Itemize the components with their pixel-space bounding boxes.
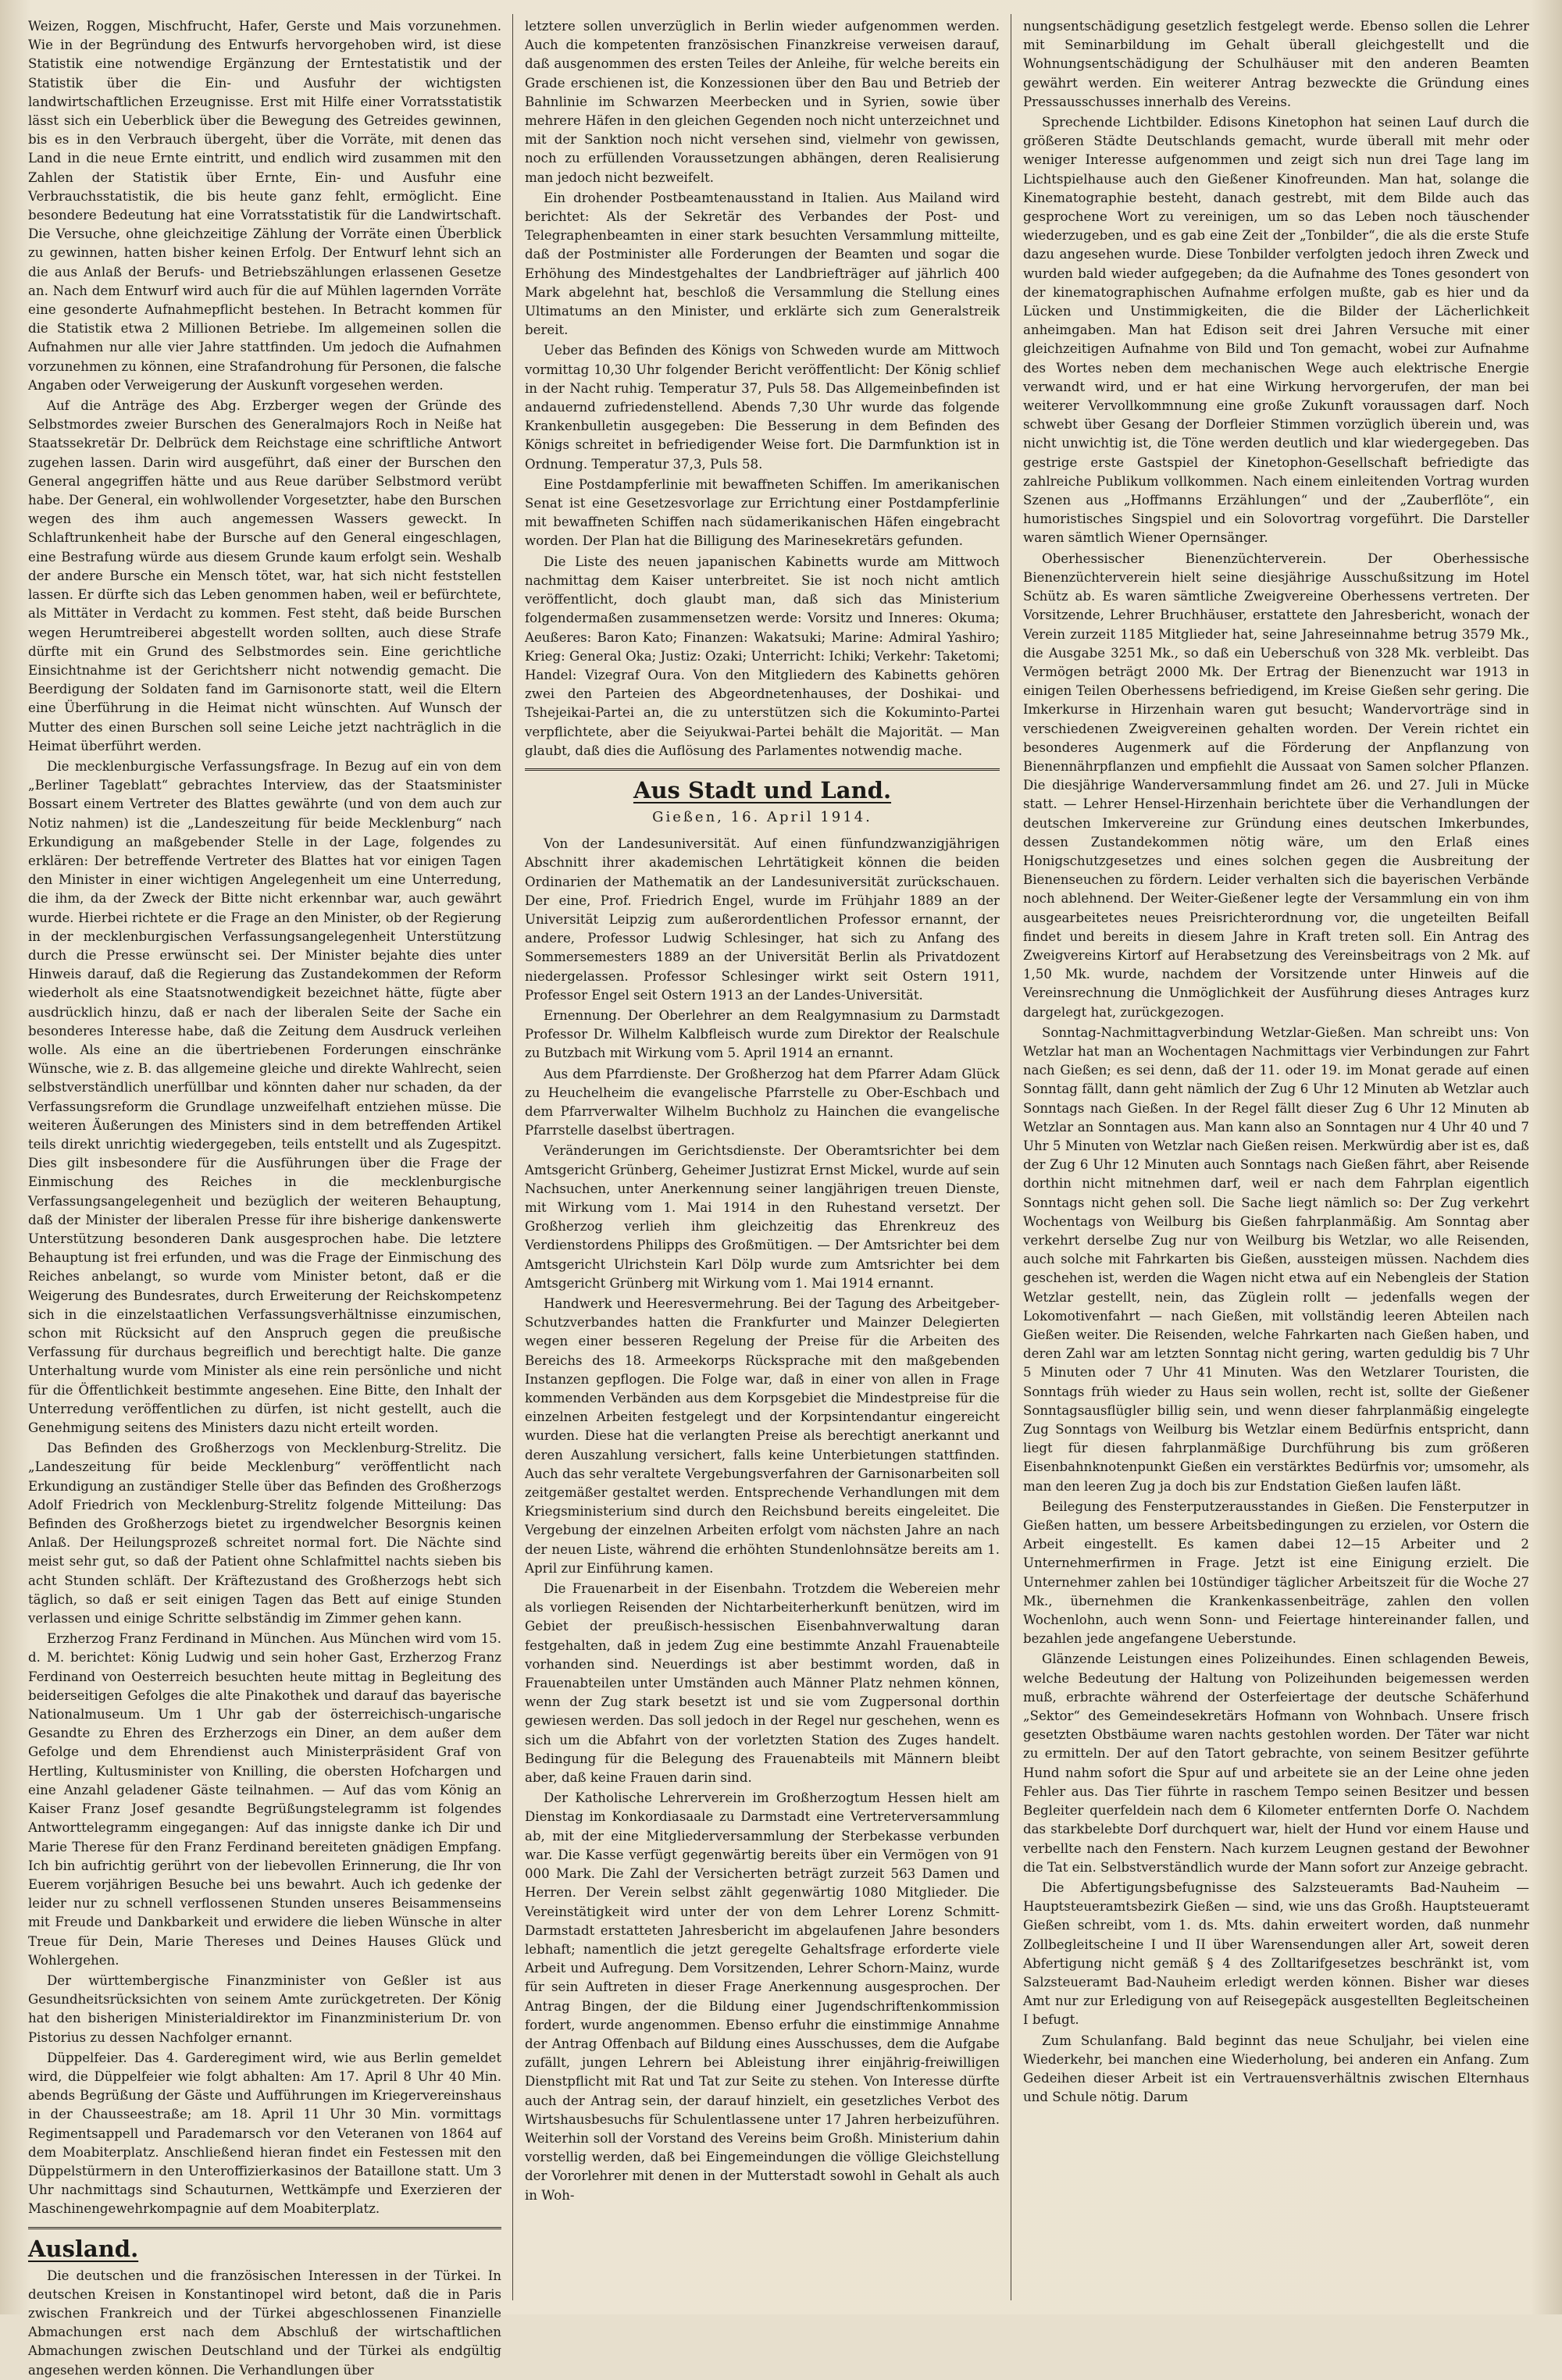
- section-heading-ausland: Ausland.: [28, 2235, 139, 2262]
- paragraph: Der württembergische Finanzminister von Geßler ist aus Gesundheitsrücksichten von seinem Amte zurückgetreten. Der König hat den bisherigen Ministerialdirektor im Finanzministerium Dr. von Pistorius zu dessen Nachfolger ernannt.: [28, 1972, 501, 2045]
- column-1: [28, 17, 501, 2378]
- paragraph: Glänzende Leistungen eines Polizeihundes. Einen schlagenden Beweis, welche Bedeutung der Haltung von Polizeihunden beigemessen werden muß, erbrachte während der Osterfeiertage der deutsche Schäferhund „Sektor“ des Gemeindesekretärs Hofmann von Wohnbach. Unsere frisch gesetzten Obstbäume waren nachts gestohlen worden. Der Täter war nicht zu ermitteln. Der auf den Tatort gebrachte, von seinem Besitzer geführte Hund nahm sofort die Spur auf und arbeitete sie an der Leine ohne jeden Fehler aus. Das Tier führte in raschem Tempo seinen Besitzer und bessen Begleiter querfeldein nach dem 6 Kilometer entfernten Dorfe O. Nachdem das starkbelebte Dorf durchquert war, hielt der Hund vor einem Hause und verbellte nach den Fenstern. Nach kurzem Leugnen gestand der Bewohner die Tat ein. Selbstverständlich wurde der Mann sofort zur Anzeige gebracht.: [1023, 1651, 1529, 1875]
- column-3: [1023, 17, 1529, 2297]
- paragraph: Die Liste des neuen japanischen Kabinetts wurde am Mittwoch nachmittag dem Kaiser unterbreitet. Sie ist noch nicht amtlich veröffentlicht, doch glaubt man, daß sich das Ministerium folgendermaßen zusammensetzen werde: Vorsitz und Inneres: Okuma; Aeußeres: Baron Kato; Finanzen: Wakatsuki; Marine: Admiral Yashiro; Krieg: General Oka; Justiz: Ozaki; Unterricht: Ichiki; Verkehr: Taketomi; Handel: Vizegraf Oura. Von den Mitgliedern des Kabinetts gehören zwei den Parteien des Abgeordnetenhauses, der Doshikai- und Tshejeikai-Partei an, die zu unterstützen sich die Kokuminto-Partei verpflichtete, aber die Seiyukwai-Partei behält die Majorität. — Man glaubt, daß dies die Auflösung des Parlamentes notwendig mache.: [525, 554, 1000, 758]
- paragraph: Das Befinden des Großherzogs von Mecklenburg-Strelitz. Die „Landeszeitung für beide Mecklenburg“ veröffentlicht nach Erkundigung an zuständiger Stelle über das Befinden des Großherzogs Adolf Friedrich von Mecklenburg-Strelitz folgende Mitteilung: Das Befinden des Großherzogs bietet zu irgendwelcher Besorgnis keinen Anlaß. Der Heilungsprozeß schreitet normal fort. Die Nächte sind meist sehr gut, so daß der Patient ohne Schlafmittel nachts sieben bis acht Stunden schläft. Der Kräftezustand des Großherzogs hebt sich täglich, so daß er seit einigen Tagen das Bett auf einige Stunden verlassen und einige Schritte selbständig im Zimmer gehen kann.: [28, 1441, 501, 1626]
- paragraph: Die deutschen und die französischen Interessen in der Türkei. In deutschen Kreisen in Konstantinopel wird betont, daß die in Paris zwischen Frankreich und der Türkei abgeschlossenen Finanzielle Abmachungen erst nach dem Abschluß der wirtschaftlichen Abmachungen zwischen Deutschland und der Türkei als endgültig angesehen werden können. Die Verhandlungen über: [28, 2268, 501, 2378]
- paragraph: Die Frauenarbeit in der Eisenbahn. Trotzdem die Webereien mehr als vorliegen Reisenden der Nichtarbeiterherkunft benützen, wird im Gebiet der preußisch-hessischen Eisenbahnverwaltung daran festgehalten, daß in jedem Zug eine bestimmte Anzahl Frauenabteile vorhanden sind. Neuerdings ist aber bestimmt worden, daß in Frauenabteilen unter Umständen auch Männer Platz nehmen können, wenn der Zug stark besetzt ist und sie vom Zugpersonal dorthin gewiesen werden. Das soll jedoch in der Regel nur geschehen, wenn es sich um die Abfahrt von der vorletzten Station des Zuges handelt. Bedingung für die Belegung des Frauenabteils mit Männern bleibt aber, daß keine Frauen darin sind.: [525, 1581, 1000, 1786]
- paragraph: Sprechende Lichtbilder. Edisons Kinetophon hat seinen Lauf durch die größeren Städte Deutschlands gemacht, wurde überall mit mehr oder weniger Interesse aufgenommen und zeigt sich nun drei Tage lang im Lichtspielhause auch den Gießener Kinofreunden. Man hat, solange die Kinematographie besteht, danach gestrebt, mit dem Bilde auch das gesprochene Wort zu vereinigen, um so das Leben noch täuschender wiederzugeben, und es gab eine Zeit der „Tonbilder“, die als die erste Stufe dazu angesehen wurde. Diese Tonbilder verfolgten jedoch ihren Zweck und wurden bald wieder aufgegeben; da die Aufnahme des Tones gesondert von der kinematographischen Aufnahme erfolgen mußte, gab es hier und da Lücken und Unstimmigkeiten, die die Bilder der Lächerlichkeit anheimgaben. Man hat Edison seit drei Jahren Versuche mit einer gleichzeitigen Aufnahme von Bild und Ton gemacht, wobei zur Aufnahme des Wortes neben dem mechanischen Wege auch elektrische Energie verwandt wird, und er hat eine Wirkung hervorgerufen, der man bei weiterer Vervollkommnung eine große Zukunft voraussagen darf. Noch schwebt über Gesang der Dorfleier Stimmen vorzüglich überein und, was nicht unwichtig ist, die Töne werden deutlich und klar wiedergegeben. Das gestrige erste Gastspiel der Kinetophon-Gesellschaft befriedigte das zahlreiche Publikum vollkommen. Nach einem einleitenden Vortrag wurden Szenen aus „Hoffmanns Erzählungen“ und der „Zauberflöte“, ein humoristisches Singspiel und ein Solovortrag vorgeführt. Die Darsteller waren sämtlich Wiener Opernsänger.: [1023, 115, 1529, 546]
- paragraph: letztere sollen unverzüglich in Berlin wieder aufgenommen werden. Auch die kompetenten französischen Finanzkreise verweisen darauf, daß ausgenommen des ersten Teiles der Anleihe, für welche bereits ein Grade erschienen ist, die Konzessionen über den Bau und Betrieb der Bahnlinie im Schwarzen Meerbecken und in Syrien, sowie über mehrere Häfen in den gleichen Gegenden noch nicht unterzeichnet und mit der Sanktion noch nicht versehen sind, vielmehr von gewissen, noch zu erfüllenden Voraussetzungen abhängen, deren Realisierung man jedoch nicht bezweifelt.: [525, 19, 1000, 185]
- paragraph: Ein drohender Postbeamtenausstand in Italien. Aus Mailand wird berichtet: Als der Sekretär des Verbandes der Post- und Telegraphenbeamten in einer stark besuchten Versammlung mitteilte, daß der Postminister alle Forderungen der Beamten und sogar die Erhöhung des Mindestgehaltes der Landbriefträger auf jährlich 400 Mark abgelehnt hat, beschloß die Versammlung die Stellung eines Ultimatums an den Minister, und erklärte sich zum Generalstreik bereit.: [525, 190, 1000, 338]
- paragraph: Erzherzog Franz Ferdinand in München. Aus München wird vom 15. d. M. berichtet: König Ludwig und sein hoher Gast, Erzherzog Franz Ferdinand von Oesterreich besuchten heute mittag in Begleitung des beiderseitigen Gefolges die alte Pinakothek und darauf das bayerische Nationalmuseum. Um 1 Uhr gab der österreichisch-ungarische Gesandte zu Ehren des Erzherzogs ein Diner, an dem außer dem Gefolge und dem Ehrendienst auch Ministerpräsident Graf von Hertling, Kultusminister von Knilling, die obersten Hofchargen und eine Anzahl geladener Gäste teilnahmen. — Auf das vom König an Kaiser Franz Josef gesandte Begrüßungstelegramm ist folgendes Antworttelegramm eingegangen: Auf das innigste danke ich Dir und Marie Therese für den Franz Ferdinand bereiteten gnädigen Empfang. Ich bin aufrichtig gerührt von der liebevollen Erinnerung, die Ihr von Euerem vorjährigen Besuche bei uns bewahrt. Auch ich gedenke der leider nur zu schnell verflossenen Stunden unseres Beisammenseins mit Freude und Dankbarkeit und erwidere die lieben Wünsche in alter Treue für Dein, Marie Thereses und Deines Hauses Glück und Wohlergehen.: [28, 1631, 501, 1968]
- paragraph: Veränderungen im Gerichtsdienste. Der Oberamtsrichter bei dem Amtsgericht Grünberg, Geheimer Justizrat Ernst Mickel, wurde auf sein Nachsuchen, unter Anerkennung seiner langjährigen treuen Dienste, mit Wirkung vom 1. Mai 1914 in den Ruhestand versetzt. Der Großherzog verlieh ihm gleichzeitig das Ehrenkreuz des Verdienstordens Philipps des Großmütigen. — Der Amtsrichter bei dem Amtsgericht Ulrichstein Karl Dölp wurde zum Amtsrichter bei dem Amtsgericht Grünberg mit Wirkung vom 1. Mai 1914 ernannt.: [525, 1143, 1000, 1291]
- paragraph: Auf die Anträge des Abg. Erzberger wegen der Gründe des Selbstmordes zweier Burschen des Generalmajors Roch in Neiße hat Staatssekretär Dr. Delbrück dem Reichstage eine schriftliche Antwort zugehen lassen. Darin wird ausgeführt, daß einer der Burschen den General angegriffen hätte und aus Reue darüber Selbstmord verübt habe. Der General, ein wohlwollender Vorgesetzter, habe den Burschen wegen des ihm auch angemessen Wassers geweckt. In Schlaftrunkenheit habe der Bursche auf den General eingeschlagen, eine Bestrafung würde aus diesem Grunde kaum erfolgt sein. Weshalb der andere Bursche ein Mensch tötet, war, hat sich nicht feststellen lassen. Er dürfte sich das Leben genommen haben, weil er befürchtete, als Mittäter in Verdacht zu kommen. Fest steht, daß beide Burschen wegen Herumtreiberei abgestellt worden sollten, auch diese Strafe dürfte mit ein Grund des Selbstmordes sein. Eine gerichtliche Einsichtnahme ist der Gerichtsherr nicht notwendig gemacht. Die Beerdigung der Soldaten fand im Garnisonorte statt, weil die Eltern eine Überführung in die Heimat nicht wünschten. Auf Wunsch der Mutter des einen Burschen soll seine Leiche jetzt nachträglich in die Heimat überführt werden.: [28, 398, 501, 754]
- paragraph: Die Abfertigungsbefugnisse des Salzsteueramts Bad-Nauheim — Hauptsteueramtsbezirk Gießen — sind, wie uns das Großh. Hauptsteueramt Gießen schreibt, vom 1. ds. Mts. dahin erweitert worden, daß nunmehr Zollbegleitscheine I und II über Warensendungen aller Art, soweit deren Abfertigung nicht gemäß § 4 des Zolltarifgesetzes beschränkt ist, vom Salzsteueramt Bad-Nauheim erledigt werden können. Bisher war dieses Amt nur zur Erledigung von auf Reisegepäck ausgestellten Begleitscheinen I befugt.: [1023, 1879, 1529, 2028]
- paragraph: Düppelfeier. Das 4. Garderegiment wird, wie aus Berlin gemeldet wird, die Düppelfeier wie folgt abhalten: Am 17. April 8 Uhr 40 Min. abends Begrüßung der Gäste und Aufführungen im Kriegervereinshaus in der Chausseestraße; am 18. April 11 Uhr 30 Min. vormittags Regimentsappell und Parademarsch vor den Veteranen von 1864 auf dem Moabiterplatz. Anschließend hieran findet ein Festessen mit den Düppelstürmern in den Unteroffizierkasinos der Bataillone statt. Um 3 Uhr nachmittags sind Schauturnen, Wettkämpfe und Exerzieren der Maschinengewehrkompagnie auf dem Moabiterplatz.: [28, 2050, 501, 2217]
- paragraph: Der Katholische Lehrerverein im Großherzogtum Hessen hielt am Dienstag im Konkordiasaale zu Darmstadt eine Vertreterversammlung ab, mit der eine Mitgliederversammlung der Sterbekasse verbunden war. Die Kasse verfügt gegenwärtig bereits über ein Vermögen von 91 000 Mark. Die Zahl der Versicherten beträgt zurzeit 563 Damen und Herren. Der Verein selbst zählt gegenwärtig 1080 Mitglieder. Die Vereinstätigkeit wird unter der von dem Lehrer Lorenz Schmitt-Darmstadt erstatteten Jahresbericht im abgelaufenen Jahre besonders lebhaft; namentlich die jetzt geregelte Gehaltsfrage erforderte viele Arbeit und Aufregung. Dem Vorsitzenden, Lehrer Schorn-Mainz, wurde für sein Auftreten in dieser Frage Anerkennung ausgesprochen. Der Antrag Bingen, der die Bildung einer Jugendschriftenkommission fordert, wurde angenommen. Ebenso erfuhr die einstimmige Annahme der Antrag Offenbach auf Bildung eines Ausschusses, dem die Aufgabe zufällt, jungen Lehrern bei Ableistung ihrer einjährig-freiwilligen Dienstpflicht mit Rat und Tat zur Seite zu stehen. Von Interesse dürfte auch der Antrag sein, der darauf hinzielt, ein gesetzliches Verbot des Wirtshausbesuchs für Schulentlassene unter 17 Jahren herbeizuführen. Weiterhin soll der Vorstand des Vereins beim Großh. Ministerium dahin vorstellig werden, daß bei Eingemeindungen die völlige Gleichstellung der Vororlehrer mit denen in der Mutterstadt sowohl in Gehalt als auch in Woh-: [525, 1790, 1000, 2203]
- paragraph: Ueber das Befinden des Königs von Schweden wurde am Mittwoch vormittag 10,30 Uhr folgender Bericht veröffentlicht: Der König schlief in der Nacht ruhig. Temperatur 37, Puls 58. Das Allgemeinbefinden ist andauernd zufriedenstellend. Abends 7,30 Uhr wurde das folgende Krankenbulletin ausgegeben: Die Besserung in dem Befinden des Königs schreitet in befriedigender Weise fort. Die Darmfunktion ist in Ordnung. Temperatur 37,3, Puls 58.: [525, 343, 1000, 472]
- paragraph: Aus dem Pfarrdienste. Der Großherzog hat dem Pfarrer Adam Glück zu Heuchelheim die evangelische Pfarrstelle zu Ober-Eschbach und dem Pfarrverwalter Wilhelm Buchholz zu Hainchen die evangelische Pfarrstelle daselbst übertragen.: [525, 1066, 1000, 1138]
- column-rule-left: [512, 14, 513, 2300]
- section-divider: [525, 768, 1000, 771]
- paragraph: Zum Schulanfang. Bald beginnt das neue Schuljahr, bei vielen eine Wiederkehr, bei manchen eine Wiederholung, bei anderen ein Anfang. Zum Gedeihen dieser Arbeit ist ein Vertrauensverhältnis zwischen Elternhaus und Schule nötig. Darum: [1023, 2033, 1529, 2105]
- paragraph: nungsentschädigung gesetzlich festgelegt werde. Ebenso sollen die Lehrer mit Seminarbildung im Gehalt überall gleichgestellt und die Wohnungsentschädigung der Schulhäuser mit den anderen Beamten gewährt werden. Ein weiterer Antrag bezweckte die Gründung eines Pressausschusses innerhalb des Vereins.: [1023, 19, 1529, 109]
- section-heading-stadt-und-land: Aus Stadt und Land.: [633, 776, 892, 803]
- column-2: [525, 17, 1000, 2297]
- paragraph: Weizen, Roggen, Mischfrucht, Hafer, Gerste und Mais vorzunehmen. Wie in der Begründung des Entwurfs hervorgehoben wird, ist diese Statistik eine notwendige Ergänzung der Erntestatistik und der Statistik über die Ein- und Ausfuhr der wichtigsten landwirtschaftlichen Erzeugnisse. Erst mit Hilfe einer Vorratsstatistik lässt sich ein Ueberblick über die Bewegung des Getreides gewinnen, bis es in den Verbrauch übergeht, über die Vorräte, mit denen das Land in die neue Ernte eintritt, und endlich wird zusammen mit den Zahlen der Statistik über Ernte, Ein- und Ausfuhr eine Verbrauchsstatistik, die bis heute ganz fehlt, ermöglicht. Eine besondere Bedeutung hat eine Vorratsstatistik für die Landwirtschaft. Die Versuche, ohne gleichzeitige Zählung der Vorräte einen Überblick zu gewinnen, hatten bisher keinen Erfolg. Der Entwurf lehnt sich an die aus Anlaß der Berufs- und Betriebszählungen erlassenen Gesetze an. Nach dem Entwurf wird auch für die auf Mühlen lagernden Vorräte eine gesonderte Aufnahmepflicht bestehen. In Betracht kommen für die Statistik etwa 2 Millionen Betriebe. Im allgemeinen sollen die Aufnahmen nur alle vier Jahre stattfinden. Um jedoch die Aufnahmen vorzunehmen zu können, eine Strafandrohung für Personen, die falsche Angaben oder Verweigerung der Auskunft vorgesehen werden.: [28, 19, 501, 393]
- paragraph: Handwerk und Heeresvermehrung. Bei der Tagung des Arbeitgeber-Schutzverbandes hatten die Frankfurter und Mainzer Delegierten wegen einer besseren Regelung der Preise für die Arbeiten des Bereichs des 18. Armeekorps Rücksprache mit den maßgebenden Instanzen gepflogen. Die Folge war, daß in einer von allen in Frage kommenden Verbänden aus dem Korpsgebiet die Mindestpreise für die einzelnen Arbeiten festgelegt und der Korpsintendantur eingereicht wurden. Diese hat die verlangten Preise als berechtigt anerkannt und deren Auszahlung versichert, falls keine Unterbietungen stattfinden. Auch das sehr veraltete Vergebungsverfahren der Garnisonarbeiten soll zeitgemäßer gestaltet werden. Entsprechende Verhandlungen mit dem Kriegsministerium sind durch den Reichsbund bereits eingeleitet. Die Vergebung der einzelnen Arbeiten erfolgt vom nächsten Jahre an nach der neuen Liste, während die erhöhten Stundenlohnsätze bereits am 1. April zur Einführung kamen.: [525, 1296, 1000, 1576]
- paragraph: Ernennung. Der Oberlehrer an dem Realgymnasium zu Darmstadt Professor Dr. Wilhelm Kalbfleisch wurde zum Direktor der Realschule zu Butzbach mit Wirkung vom 5. April 1914 an ernannt.: [525, 1007, 1000, 1061]
- paragraph: Oberhessischer Bienenzüchterverein. Der Oberhessische Bienenzüchterverein hielt seine diesjährige Ausschußsitzung im Hotel Schütz ab. Es waren sämtliche Zweigvereine Oberhessens vertreten. Der Vorsitzende, Lehrer Bruchhäuser, erstattete den Jahresbericht, wonach der Verein zurzeit 1185 Mitglieder hat, seine Jahreseinnahme betrug 3579 Mk., die Ausgabe 3251 Mk., so daß ein Ueberschuß von 328 Mk. verbleibt. Das Vermögen beträgt 2000 Mk. Der Ertrag der Bienenzucht war 1913 in einigen Teilen Oberhessens befriedigend, im Kreise Gießen sehr gering. Die Imkerkurse in Hirzenhain waren gut besucht; Wandervorträge sind in verschiedenen Zweigvereinen gehalten worden. Der Verein richtet ein besonderes Augenmerk auf die Förderung der Anpflanzung von Bienennährpflanzen und empfiehlt die Aussaat von Samen solcher Pflanzen. Die diesjährige Wanderversammlung findet am 26. und 27. Juli in Mücke statt. — Lehrer Hensel-Hirzenhain berichtete über die Verhandlungen der deutschen Imkervereine zur Gründung eines deutschen Imkerbundes, dessen Zustandekommen nötig wäre, um den Erlaß eines Honigschutzgesetzes und eines solchen gegen die Ausbreitung der Bienenseuchen zu fördern. Leider verhalten sich die bayerischen Verbände noch ablehnend. Der Weiter-Gießener legte der Versammlung ein von ihm ausgearbeitetes neues Preisrichterordnung vor, die ungeteilten Beifall findet und bereits in diesem Jahre in Kraft treten soll. Ein Antrag des Zweigvereins Kirtorf auf Herabsetzung des Vereinsbeitrags von 2 Mk. auf 1,50 Mk. wurde, nachdem der Vorsitzende unter Hinweis auf die Vereinsrechnung die Unmöglichkeit der Ausführung dieses Antrages kurz dargelegt hat, zurückgezogen.: [1023, 550, 1529, 1020]
- paragraph: Von der Landesuniversität. Auf einen fünfundzwanzigjährigen Abschnitt ihrer akademischen Lehrtätigkeit können die beiden Ordinarien der Mathematik an der Landesuniversität zurückschauen. Der eine, Prof. Friedrich Engel, wurde im Frühjahr 1889 an der Universität Leipzig zum außerordentlichen Professor ernannt, der andere, Professor Ludwig Schlesinger, hat sich zu Anfang des Sommersemesters 1889 an der Universität Berlin als Privatdozent niedergelassen. Professor Schlesinger wirkt seit Ostern 1911, Professor Engel seit Ostern 1913 an der Landes-Universität.: [525, 836, 1000, 1003]
- section-divider: [28, 2227, 501, 2229]
- paragraph: Die mecklenburgische Verfassungsfrage. In Bezug auf ein von dem „Berliner Tageblatt“ gebrachtes Interview, das der Staatsminister Bossart einem Vertreter des Blattes gewährte (und von dem auch zur Notiz nahmen) ist die „Landeszeitung für beide Mecklenburg“ nach Erkundigung an maßgebender Stelle in der Lage, folgendes zu erklären: Der betreffende Vertreter des Blattes hat vor einigen Tagen den Minister in einer wichtigen Angelegenheit um eine Unterredung, die ihm, da der Zweck der Bitte nicht erkennbar war, auch gewährt wurde. Hierbei richtete er die Frage an den Minister, ob der Regierung in der mecklenburgischen Verfassungsangelegenheit Unterstützung durch die Presse erwünscht sei. Der Minister bejahte dies unter Hinweis darauf, daß die Regierung das Zustandekommen der Reform wiederholt als eine Staatsnotwendigkeit bezeichnet hätte, fügte aber ausdrücklich hinzu, daß er nach der liberalen Seite der Sache ein besonderes Interesse habe, daß die Zeitung dem Ausdruck verleihen wolle. Als eine an die übertriebenen Forderungen einschränke Wünsche, wie z. B. das allgemeine gleiche und direkte Wahlrecht, seien selbstverständlich unerfüllbar und könnten daher nur schaden, da der Verfassungsreform die Grundlage unzweifelhaft entziehen müsse. Die weiteren Äußerungen des Ministers sind in dem betreffenden Artikel teils direkt unrichtig wiedergegeben, teils entstellt und als Zugespitzt. Dies gilt insbesondere für die Ausführungen über die Frage der Einmischung des Reiches in die mecklenburgische Verfassungsangelegenheit und bezüglich der weiteren Behauptung, daß der Minister der liberalen Presse für ihre bisherige dankenswerte Unterstützung besonderen Dank ausgesprochen habe. Die letztere Behauptung ist frei erfunden, und was die Frage der Einmischung des Reiches anbelangt, so wurde vom Minister betont, daß er die Weigerung des Bundesrates, durch Erweiterung der Reichskompetenz sich in die einzelstaatlichen Verfassungsverhältnisse einzumischen, schon mit Rücksicht auf den Anspruch gegen die preußische Verfassung für durchaus begreiflich und berechtigt halte. Die ganze Unterhaltung wurde vom Minister als eine rein persönliche und nicht für die Öffentlichkeit bestimmte angesehen. Eine Bitte, den Inhalt der Unterredung veröffentlichen zu dürfen, ist nicht gestellt, auch die Genehmigung seitens des Ministers dazu nicht erteilt worden.: [28, 758, 501, 1436]
- paragraph: Beilegung des Fensterputzerausstandes in Gießen. Die Fensterputzer in Gießen hatten, um bessere Arbeitsbedingungen zu erzielen, vor Ostern die Arbeit eingestellt. Es kamen dabei 12—15 Arbeiter und 2 Unternehmerfirmen in Frage. Jetzt ist eine Einigung erzielt. Die Unternehmer zahlen bei 10stündiger täglicher Arbeitszeit für die Woche 27 Mk., übernehmen die Krankenkassenbeiträge, zahlen den vollen Wochenlohn, auch wenn Sonn- und Feiertage hintereinander fallen, und bezahlen jede angefangene Ueberstunde.: [1023, 1498, 1529, 1647]
- paragraph: Sonntag-Nachmittagverbindung Wetzlar-Gießen. Man schreibt uns: Von Wetzlar hat man an Wochentagen Nachmittags vier Verbindungen zur Fahrt nach Gießen; es sei denn, daß der 11. oder 19. im Monat gerade auf einen Sonntag fällt, dann geht nämlich der Zug 6 Uhr 12 Minuten ab Wetzlar auch Sonntags nach Gießen. In der Regel fällt dieser Zug 6 Uhr 12 Minuten ab Wetzlar an Sonntagen aus. Man kann also an Sonntagen nur 4 Uhr 40 und 7 Uhr 5 Minuten von Wetzlar nach Gießen reisen. Merkwürdig aber ist es, daß der Zug 6 Uhr 12 Minuten auch Sonntags nach Gießen fährt, aber Reisende dorthin nicht mitnehmen darf, weil er nach dem Fahrplan eigentlich Sonntags nicht gehen soll. Die Sache liegt nämlich so: Der Zug verkehrt Wochentags von Weilburg bis Gießen fahrplanmäßig. Am Sonntag aber verkehrt derselbe Zug nur von Weilburg bis Wetzlar, wo alle Reisenden, auch solche mit Fahrkarten bis Gießen, aussteigen müssen. Nachdem dies geschehen ist, werden die Wagen nicht etwa auf ein Nebengleis der Station Wetzlar gestellt, nein, das Züglein rollt — jedenfalls wegen der Lokomotivenfahrt — nach Gießen, mit vollständig leeren Abteilen nach Gießen weiter. Die Reisenden, welche Fahrkarten nach Gießen haben, und deren Zahl war am letzten Sonntag nicht gering, warten geduldig bis 7 Uhr 5 Minuten oder 7 Uhr 41 Minuten. Was den Wetzlarer Touristen, die Sonntags früh wieder zu Haus sein wollen, recht ist, sollte der Gießener Sonntagsausflügler billig sein, und wenn dieser fahrplanmäßig eingelegte Zug Sonntags von Weilburg bis Wetzlar einem Bedürfnis entspricht, dann liegt für diesen fahrplanmäßige Durchführung bis zum größeren Eisenbahnknotenpunkt Gießen ein verstärktes Bedürfnis vor; umsomehr, als man den leeren Zug ja doch bis zur Endstation Gießen laufen läßt.: [1023, 1024, 1529, 1494]
- paragraph: Eine Postdampferlinie mit bewaffneten Schiffen. Im amerikanischen Senat ist eine Gesetzesvorlage zur Errichtung einer Postdampferlinie mit bewaffneten Schiffen nach südamerikanischen Häfen eingebracht worden. Der Plan hat die Billigung des Marinesekretärs gefunden.: [525, 476, 1000, 549]
- dateline: Gießen, 16. April 1914.: [652, 808, 872, 825]
